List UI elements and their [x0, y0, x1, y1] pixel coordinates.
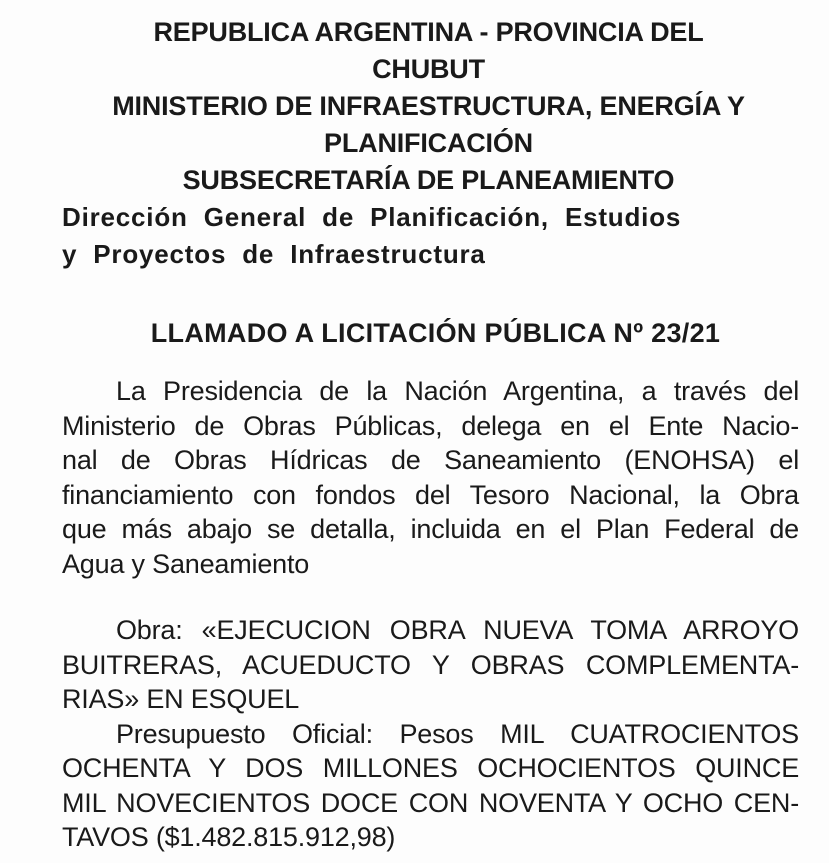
header-line-country: REPUBLICA ARGENTINA - PROVINCIA DEL — [153, 17, 704, 47]
direction-line-2: y Proyectos de Infraestructura — [62, 239, 486, 269]
paragraph-obra — [62, 613, 799, 717]
direction-line-1: Dirección General de Planificación, Estudios — [62, 202, 682, 232]
paragraph-line: Ministerio de Obras Públicas, delega en el Ente Nacio- — [62, 410, 799, 441]
paragraph-line: que más abajo se detalla, incluida en el Plan Federal de — [62, 514, 799, 544]
paragraph-line: La Presidencia de la Nación Argentina, a través del — [116, 376, 799, 406]
paragraph-line: Obra: «EJECUCION OBRA NUEVA TOMA ARROYO — [116, 615, 799, 645]
header-line-province: CHUBUT — [372, 54, 485, 84]
paragraph-line: BUITRERAS, ACUEDUCTO Y OBRAS COMPLEMENTA- — [62, 649, 799, 680]
paragraph-budget — [62, 717, 799, 855]
paragraph-line: MIL NOVECIENTOS DOCE CON NOVENTA Y OCHO CEN- — [62, 787, 799, 818]
header-line-ministry-cont: PLANIFICACIÓN — [324, 128, 533, 158]
paragraph-line: TAVOS ($1.482.815.912,98) — [62, 822, 396, 852]
paragraph-line: Presupuesto Oficial: Pesos MIL CUATROCIENTOS — [116, 718, 799, 749]
paragraph-line: nal de Obras Hídricas de Saneamiento (ENOHSA) el — [62, 445, 799, 475]
header-block — [62, 14, 795, 199]
header-line-subsecretary: SUBSECRETARÍA DE PLANEAMIENTO — [182, 165, 675, 195]
paragraph-line: RIAS» EN ESQUEL — [62, 684, 300, 714]
paragraph-line: Agua y Saneamiento — [62, 548, 310, 579]
direction-heading — [62, 199, 799, 273]
paragraph-intro — [62, 374, 799, 581]
paragraph-line: financiamiento con fondos del Tesoro Nacional, la Obra — [62, 479, 799, 510]
paragraph-line: OCHENTA Y DOS MILLONES OCHOCIENTOS QUINCE — [62, 753, 799, 783]
tender-title: LLAMADO A LICITACIÓN PÚBLICA Nº 23/21 — [150, 318, 721, 348]
header-line-ministry: MINISTERIO DE INFRAESTRUCTURA, ENERGÍA Y — [112, 91, 745, 121]
